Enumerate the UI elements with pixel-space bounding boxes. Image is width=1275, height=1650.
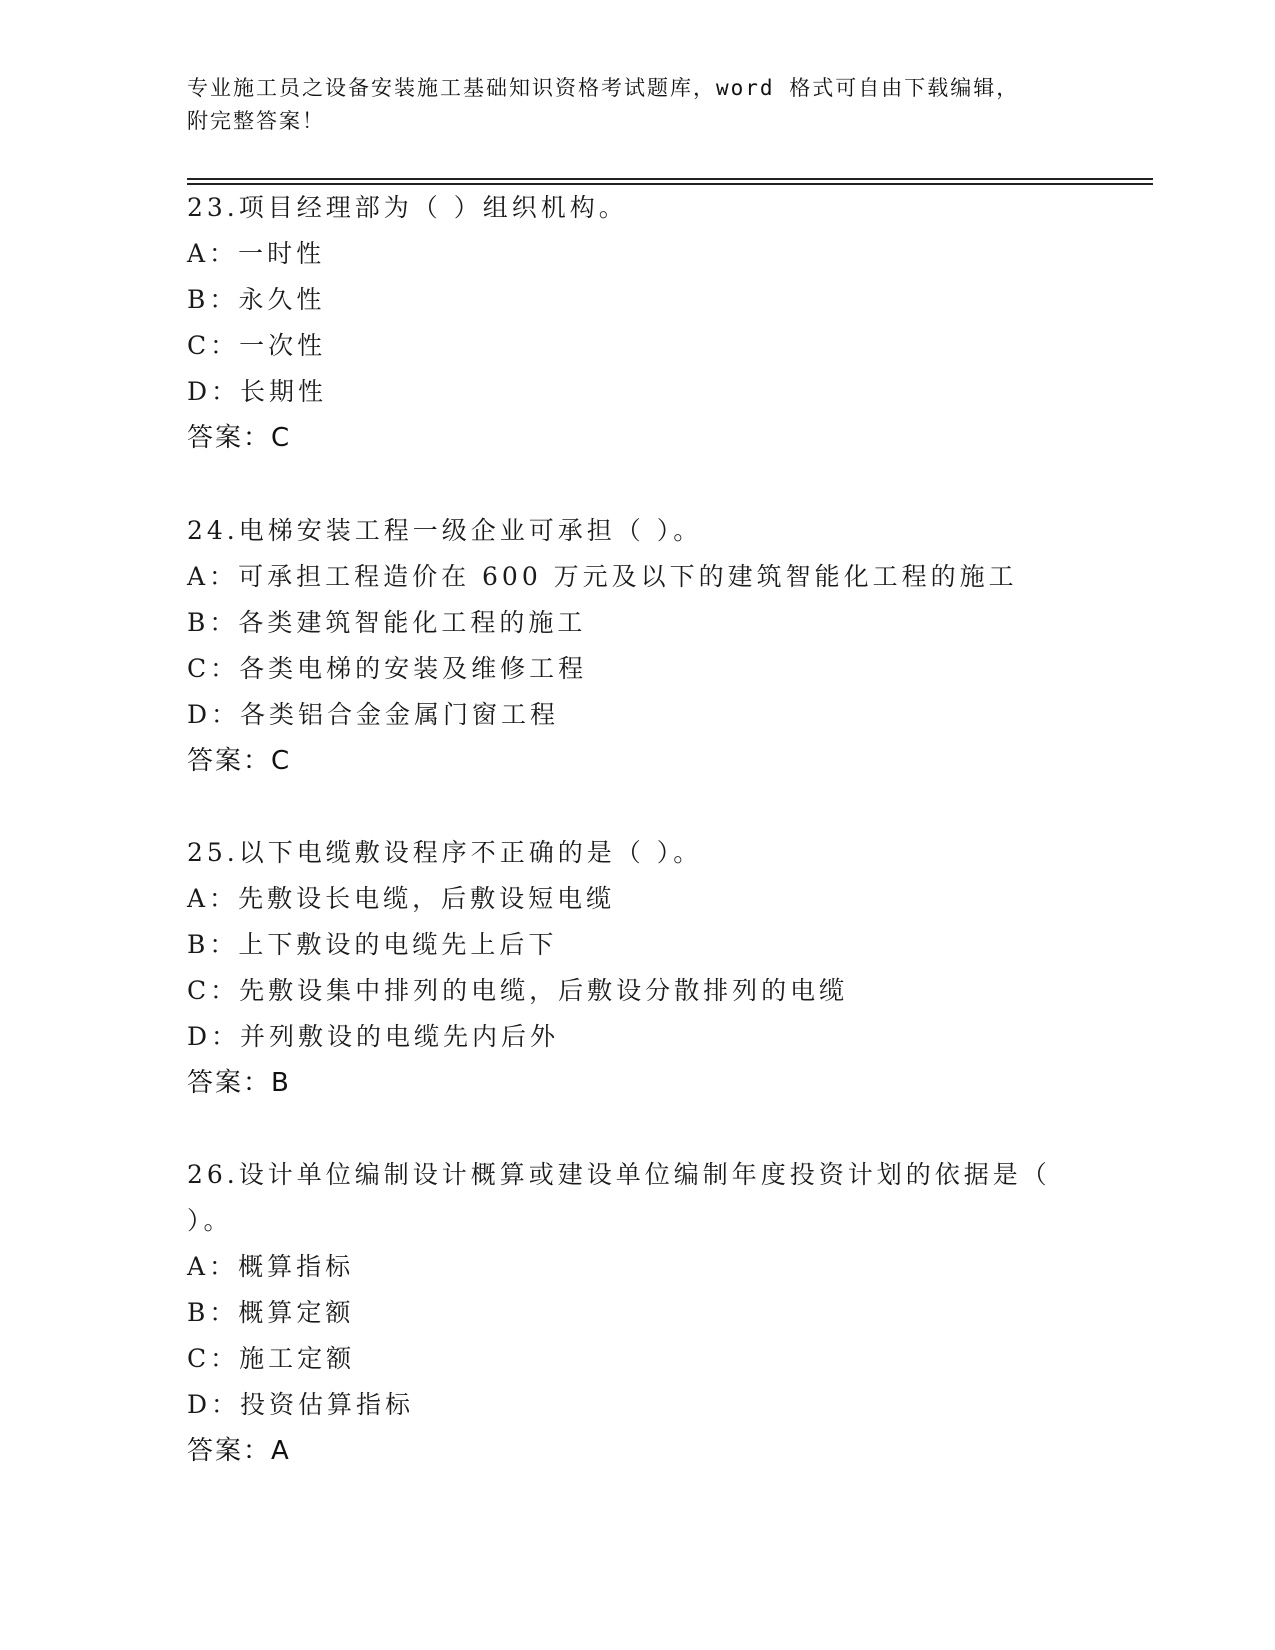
question-26 [187, 1152, 1087, 1474]
option-text: 概算定额 [238, 1298, 355, 1327]
option-key: B： [187, 1298, 239, 1327]
option-key: A： [187, 562, 239, 591]
question-23 [187, 185, 1087, 461]
option-text: 各类建筑智能化工程的施工 [238, 608, 587, 637]
option-b [187, 1290, 1087, 1336]
option-key: C： [187, 976, 240, 1005]
option-text: 长期性 [240, 377, 328, 406]
option-key: A： [187, 884, 239, 913]
option-text: 一时性 [238, 239, 326, 268]
option-key: B： [187, 608, 239, 637]
option-text: 投资估算指标 [240, 1390, 415, 1419]
option-key: D： [187, 377, 241, 406]
option-key: B： [187, 930, 239, 959]
question-stem: 24.电梯安装工程一级企业可承担（ ）。 [187, 516, 703, 545]
option-key: A： [187, 1252, 239, 1281]
option-b [187, 600, 1087, 646]
option-key: C： [187, 1344, 240, 1373]
answer-line: 答案：B [187, 1068, 291, 1098]
option-c [187, 323, 1087, 369]
question-stem: 26.设计单位编制设计概算或建设单位编制年度投资计划的依据是（ ）。 [187, 1160, 1051, 1235]
option-c [187, 1336, 1087, 1382]
option-text: 先敷设长电缆，后敷设短电缆 [238, 884, 616, 913]
option-key: D： [187, 700, 241, 729]
option-a [187, 554, 1087, 600]
option-text: 可承担工程造价在 600 万元及以下的建筑智能化工程的施工 [238, 562, 1018, 591]
answer-line: 答案：C [187, 423, 292, 453]
option-text: 上下敷设的电缆先上后下 [238, 930, 558, 959]
option-d [187, 369, 1087, 415]
option-key: D： [187, 1022, 241, 1051]
option-text: 永久性 [238, 285, 326, 314]
option-a [187, 876, 1087, 922]
option-text: 各类电梯的安装及维修工程 [239, 654, 588, 683]
option-text: 施工定额 [239, 1344, 356, 1373]
header-line-2: 附完整答案！ [187, 109, 325, 133]
option-text: 并列敷设的电缆先内后外 [240, 1022, 560, 1051]
option-b [187, 922, 1087, 968]
option-key: C： [187, 331, 240, 360]
header-line-1: 专业施工员之设备安装施工基础知识资格考试题库，word 格式可自由下载编辑， [187, 76, 1020, 100]
document-header [187, 72, 1087, 138]
option-b [187, 277, 1087, 323]
option-key: C： [187, 654, 240, 683]
question-stem: 25.以下电缆敷设程序不正确的是（ ）。 [187, 838, 703, 867]
option-c [187, 646, 1087, 692]
question-25 [187, 830, 1087, 1106]
question-stem: 23.项目经理部为（ ）组织机构。 [187, 193, 628, 222]
option-key: B： [187, 285, 239, 314]
option-c [187, 968, 1087, 1014]
answer-line: 答案：A [187, 1436, 291, 1466]
option-d [187, 1014, 1087, 1060]
header-divider-top [187, 178, 1153, 180]
option-a [187, 1244, 1087, 1290]
answer-line: 答案：C [187, 746, 292, 776]
option-text: 先敷设集中排列的电缆，后敷设分散排列的电缆 [239, 976, 849, 1005]
option-d [187, 692, 1087, 738]
option-text: 一次性 [239, 331, 327, 360]
question-24 [187, 508, 1087, 784]
option-d [187, 1382, 1087, 1428]
option-text: 各类铝合金金属门窗工程 [240, 700, 560, 729]
option-key: A： [187, 239, 239, 268]
option-text: 概算指标 [238, 1252, 355, 1281]
option-a [187, 231, 1087, 277]
option-key: D： [187, 1390, 241, 1419]
